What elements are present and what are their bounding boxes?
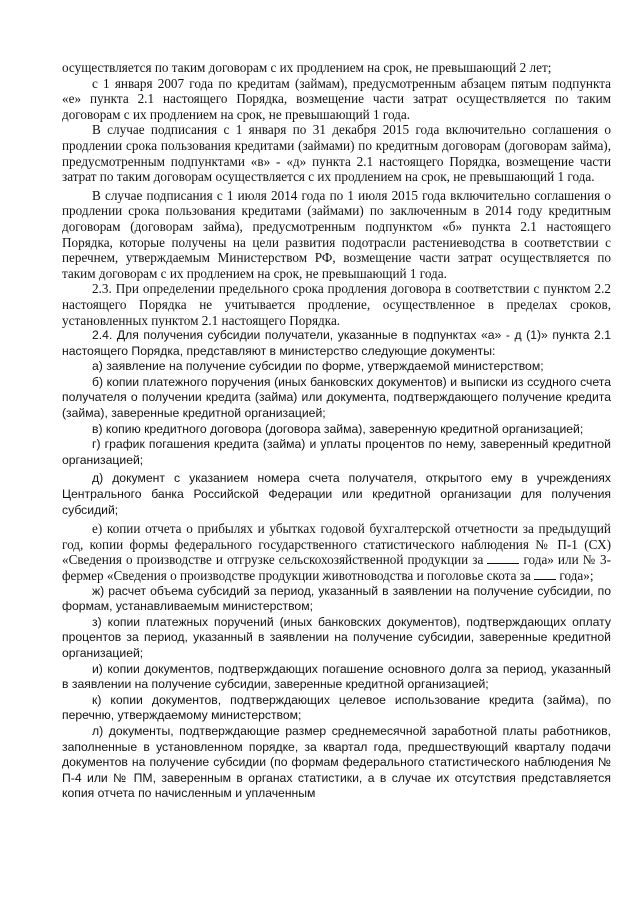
clause-2-3: 2.3. При определении предельного срока продления договора в соответствии с пунктом 2.2 настоящего Порядка не учитывается продление, осуществленное в пределах сроков, установленных пунктом 2.1 настоящего Порядка. <box>62 281 611 328</box>
item-v: в) копию кредитного договора (договора займа), заверенную кредитной организацией; <box>92 421 584 436</box>
item-e-part1: е) копии отчета о прибылях и убытках годовой бухгалтерской отчетности за предыдущий год, копии формы федерального государственного статистического наблюдения № П-1 (СХ) «Сведения о производстве и отгрузке сельскохозяйственной продукции за <box>62 521 611 568</box>
item-l: л) документы, подтверждающие размер среднемесячной заработной платы работников, заполненные в установленном порядке, за квартал года, предшествующий кварталу подачи документов на получение субсидии (по формам федерального статистического наблюдения № П-4 или № ПМ, заверенным в органах статистики, а в случае их отсутствия представляется копия отчета по начисленным и уплаченным <box>62 723 611 801</box>
item-e-part2: года» или № 3-фермер «Сведения о производстве продукции животноводства и поголовье скота за <box>62 552 612 583</box>
year-blank-1 <box>487 552 519 564</box>
paragraph-2014-extension: В случае подписания с 1 июля 2014 года по 1 июля 2015 года включительно соглашения о продлении срока пользования кредитами (займами) по заключенным в 2014 году кредитным договорам (договорам займа), предусмотренным подпунктом «б» пункта 2.1 настоящего Порядка, которые получены на цели развития подотрасли растениеводства в соответствии с перечнем, утверждаемым Министерством РФ, возмещение части затрат осуществляется по таким договорам с их продлением на срок, не превышающий 1 года. <box>62 187 611 281</box>
item-z: з) копии платежных поручений (иных банковских документов), подтверждающих оплату процентов за период, указанный в заявлении на получение субсидии, заверенные кредитной организацией; <box>62 614 611 660</box>
item-e-part3: года»; <box>559 568 594 583</box>
document-body <box>62 60 611 802</box>
year-blank-2 <box>534 568 556 580</box>
item-zh: ж) расчет объема субсидий за период, указанный в заявлении на получение субсидии, по формам, устанавливаемым министерством; <box>62 583 611 614</box>
item-i: и) копии документов, подтверждающих погашение основного долга за период, указанный в заявлении на получение субсидии, заверенные кредитной организацией; <box>62 661 611 692</box>
paragraph-2015-extension: В случае подписания с 1 января по 31 декабря 2015 года включительно соглашения о продлении срока пользования кредитами (займами) по кредитным договорам (договорам займа), предусмотренным подпунктами «в» - «д» пункта 2.1 настоящего Порядка, возмещение части затрат по таким договорам осуществляется с их продлением на срок, не превышающий 1 года. <box>62 122 611 185</box>
paragraph-continuation: осуществляется по таким договорам с их продлением на срок, не превышающий 2 лет; <box>62 60 552 75</box>
item-b: б) копии платежного поручения (иных банковских документов) и выписки из ссудного счета получателя о получении кредита (займа) или документа, подтверждающего получение кредита (займа), заверенные кредитной организацией; <box>62 374 611 421</box>
item-a: а) заявление на получение субсидии по форме, утверждаемой министерством; <box>92 359 544 374</box>
item-d: д) документ с указанием номера счета получателя, открытого ему в учреждениях Центрального банка Российской Федерации или кредитной организации для получения субсидий; <box>62 471 611 517</box>
item-e <box>62 521 611 583</box>
paragraph-2007-credits: с 1 января 2007 года по кредитам (займам), предусмотренным абзацем пятым подпункта «е» пункта 2.1 настоящего Порядка, возмещение части затрат осуществляется по таким договорам с их продлением на срок, не превышающий 1 года. <box>62 75 611 122</box>
item-g: г) график погашения кредита (займа) и уплаты процентов по нему, заверенный кредитной организацией; <box>62 437 611 467</box>
item-k: к) копии документов, подтверждающих целевое использование кредита (займа), по перечню, утверждаемому министерством; <box>62 692 611 723</box>
clause-2-4: 2.4. Для получения субсидии получатели, указанные в подпунктах «а» - д (1)» пункта 2.1 настоящего Порядка, представляют в министерство следующие документы: <box>62 328 611 358</box>
